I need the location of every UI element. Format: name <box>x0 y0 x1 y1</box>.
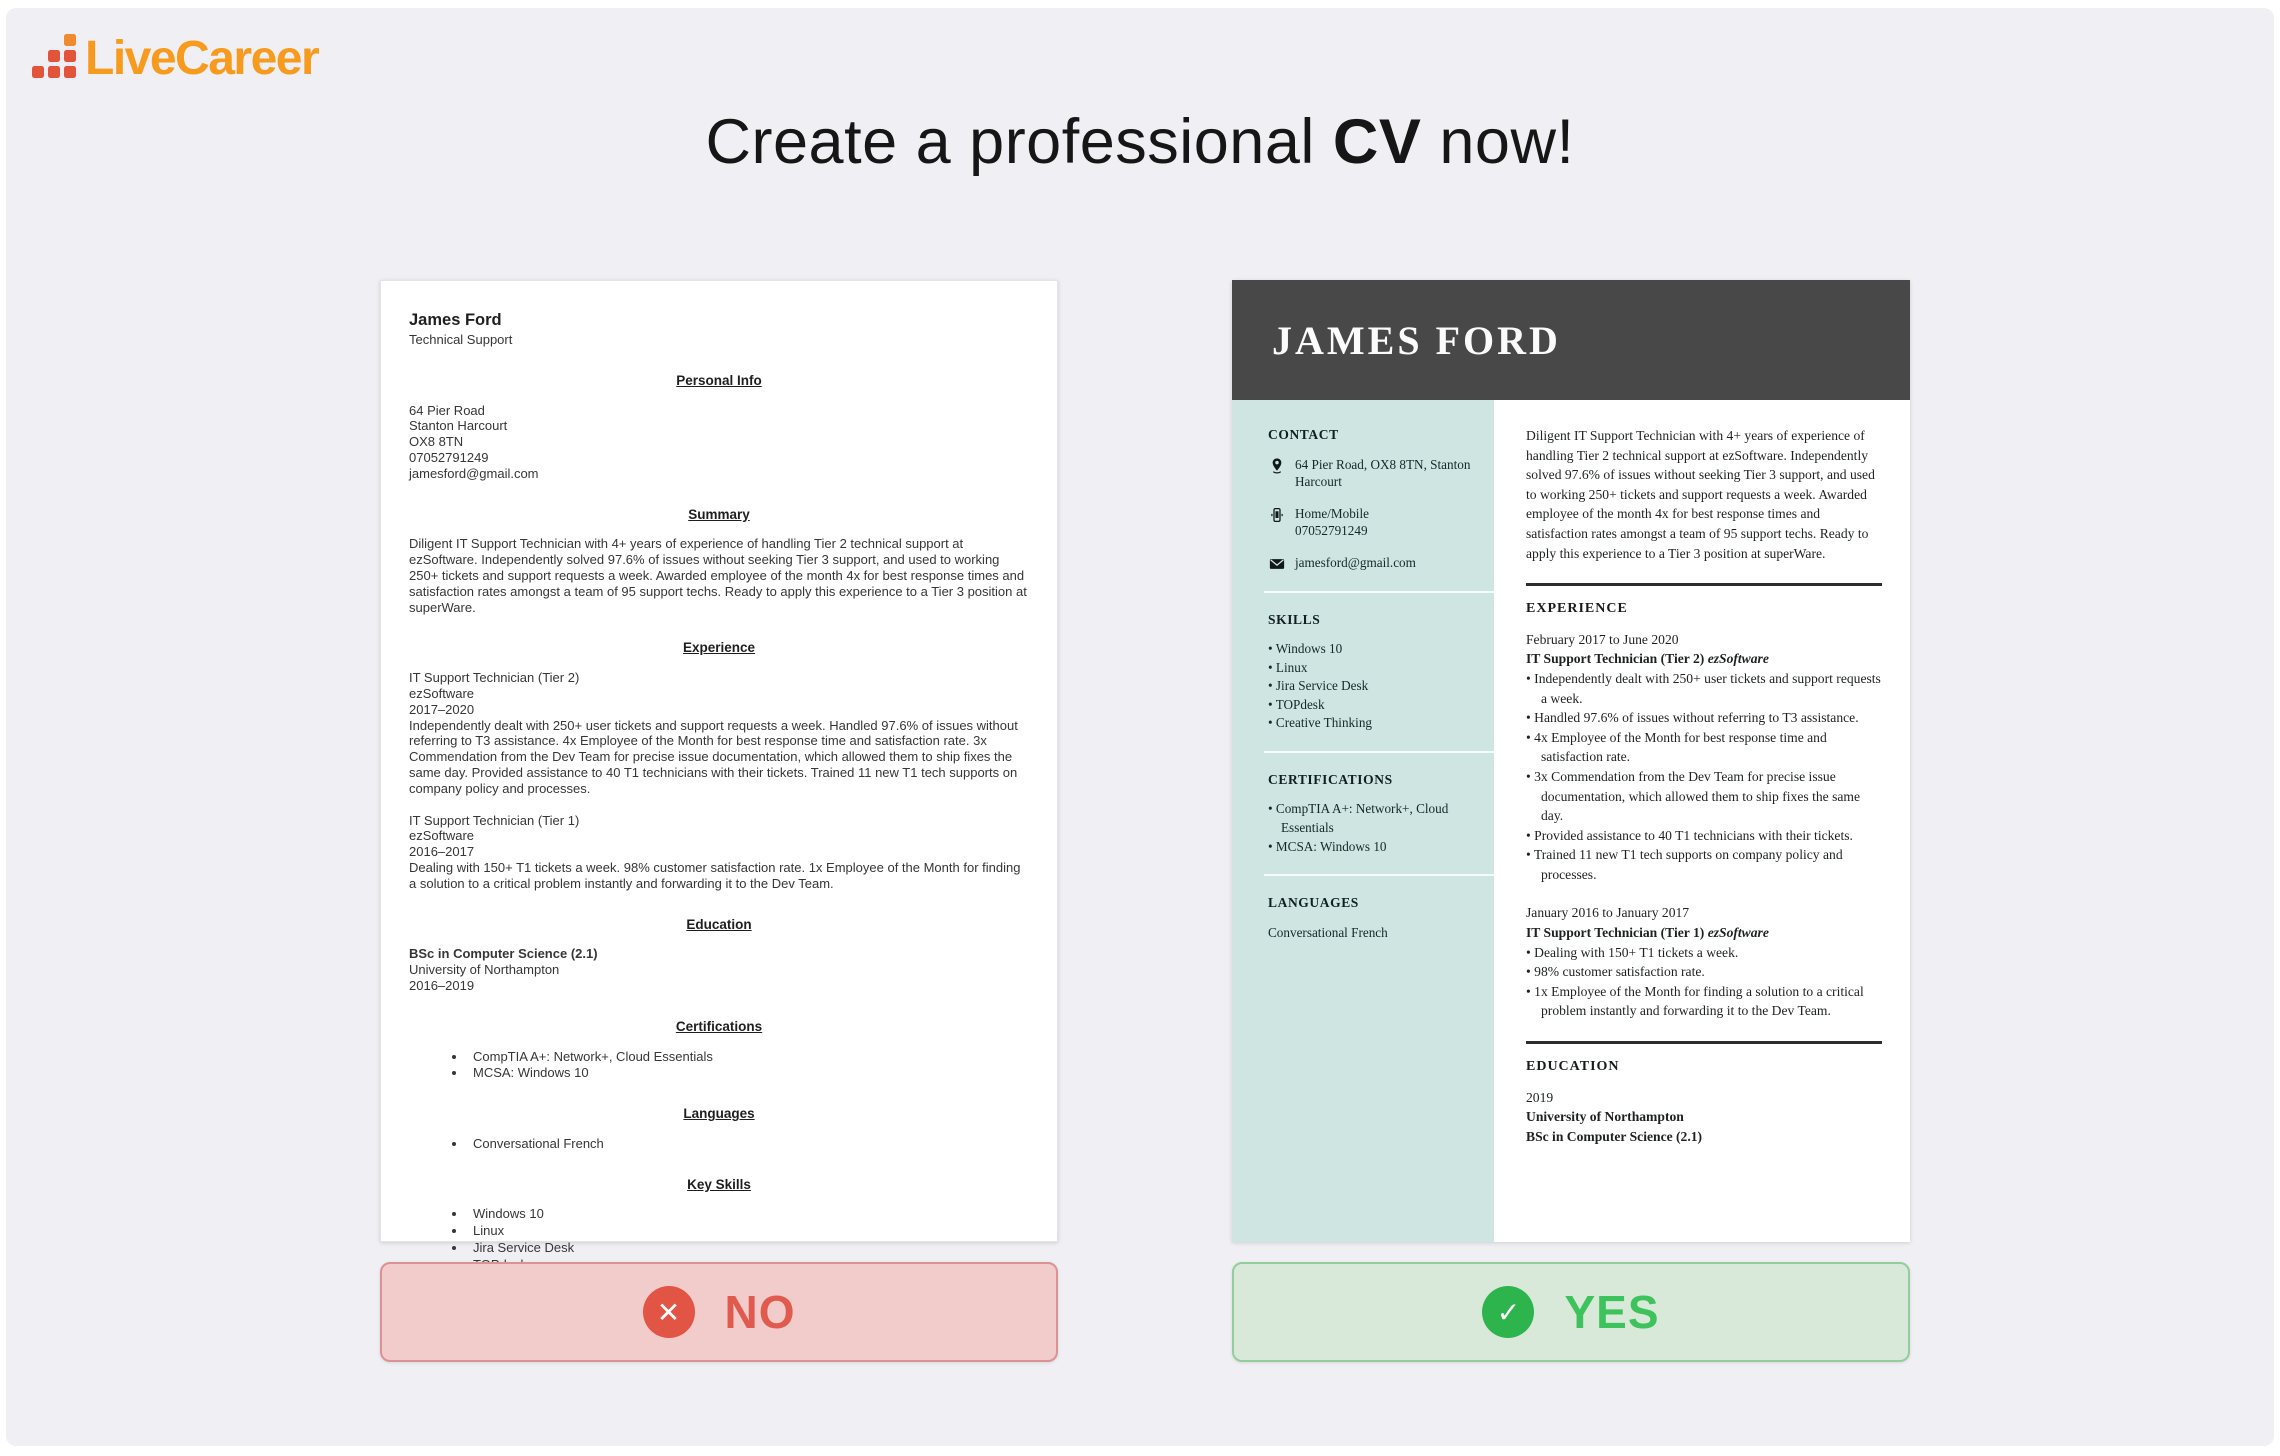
contact-address-row <box>1268 456 1474 491</box>
experience-entry <box>409 670 1029 796</box>
sidebar-heading-skills: SKILLS <box>1268 611 1321 627</box>
job-company: ezSoftware <box>1707 651 1769 667</box>
languages-list <box>409 1136 1029 1152</box>
logo-bar-square <box>64 34 76 46</box>
job-description: Dealing with 150+ T1 tickets a week. 98% customer satisfaction rate. 1x Employee of the Month for finding a solution to a critical problem instantly and forwarding it to the Dev Team. <box>409 859 1021 891</box>
cv-header-band <box>1232 280 1910 400</box>
certifications-list <box>1268 800 1474 856</box>
contact-email: jamesford@gmail.com <box>1295 554 1416 570</box>
section-rule <box>1526 1041 1882 1044</box>
personal-info-line: jamesford@gmail.com <box>409 465 539 481</box>
cv-name: James Ford <box>409 311 502 329</box>
job-title-line <box>1526 649 1882 669</box>
education-year: 2019 <box>1526 1089 1554 1105</box>
job-company: ezSoftware <box>409 828 475 844</box>
section-heading-summary: Summary <box>688 506 750 522</box>
section-rule <box>1526 583 1882 586</box>
section-heading-experience: Experience <box>682 640 756 656</box>
section-heading-key-skills: Key Skills <box>687 1176 751 1192</box>
section-heading-certifications: Certifications <box>675 1018 763 1034</box>
headline-highlight: CV <box>1332 107 1422 177</box>
job-dates: 2017–2020 <box>409 701 475 717</box>
section-heading-languages: Languages <box>683 1106 755 1122</box>
job-dates: 2016–2017 <box>409 844 475 860</box>
education-degree: BSc in Computer Science (2.1) <box>409 946 598 962</box>
list-item: • Conversational French <box>467 1136 1029 1152</box>
personal-info-line: OX8 8TN <box>409 434 464 450</box>
experience-entry <box>409 813 1029 892</box>
location-pin-icon <box>1268 456 1295 491</box>
list-item: • 1x Employee of the Month for finding a solution to a critical problem instantly and forwarding it to the Dev Team. <box>1526 982 1882 1021</box>
personal-info-line: 64 Pier Road <box>409 402 485 418</box>
list-item: • MCSA: Windows 10 <box>467 1065 1029 1081</box>
mobile-phone-icon <box>1268 505 1295 540</box>
sidebar-divider <box>1264 591 1494 593</box>
yes-button[interactable] <box>1232 1262 1910 1362</box>
headline-pre: Create a professional <box>705 107 1333 177</box>
headline-post: now! <box>1421 107 1575 177</box>
contact-phone <box>1295 505 1369 540</box>
list-item: • Independently dealt with 250+ user tickets and support requests a week. <box>1526 669 1882 708</box>
main-heading-experience: EXPERIENCE <box>1526 601 1628 617</box>
logo-bars-icon <box>32 34 76 80</box>
summary-paragraph: Diligent IT Support Technician with 4+ years of experience of handling Tier 2 technical support at ezSoftware. Independently solved 97.6% of issues without seeking Tier 3 support, and used to working 250+ tickets and support requests a week. Awarded employee of the month 4x for best response times and satisfaction rates amongst a team of 95 support techs. Ready to apply this experience to a Tier 3 position at superWare. <box>1526 428 1875 561</box>
experience-entry <box>1526 630 1882 885</box>
page-background <box>6 8 2274 1446</box>
sidebar-heading-certifications: CERTIFICATIONS <box>1268 771 1393 787</box>
list-item: • Dealing with 150+ T1 tickets a week. <box>1526 943 1882 963</box>
job-bullets <box>1526 943 1882 1021</box>
list-item: • Linux <box>467 1223 1029 1239</box>
contact-phone-row <box>1268 505 1474 540</box>
list-item: • 98% customer satisfaction rate. <box>1526 962 1882 982</box>
email-envelope-icon <box>1268 554 1295 573</box>
job-bullets <box>1526 669 1882 885</box>
list-item: • Creative Thinking <box>1268 714 1474 733</box>
sidebar-heading-languages: LANGUAGES <box>1268 895 1359 911</box>
logo-bar-square <box>64 66 76 78</box>
list-item: • 4x Employee of the Month for best response time and satisfaction rate. <box>1526 728 1882 767</box>
job-dates: January 2016 to January 2017 <box>1526 905 1690 921</box>
sidebar-divider <box>1264 751 1494 753</box>
list-item: • Provided assistance to 40 T1 technicians with their tickets. <box>1526 826 1882 846</box>
plain-cv-preview <box>380 280 1058 1256</box>
logo-bar-square <box>64 50 76 62</box>
list-item: • Linux <box>1268 659 1474 678</box>
list-item: • TOPdesk <box>1268 696 1474 715</box>
sidebar-divider <box>1264 874 1494 876</box>
list-item: • 3x Commendation from the Dev Team for precise issue documentation, which allowed them to ship fixes the same day. <box>1526 767 1882 826</box>
livecareer-logo <box>32 32 319 85</box>
styled-cv-preview <box>1232 280 1910 1242</box>
experience-entry <box>1526 903 1882 1021</box>
check-circle-icon: ✓ <box>1482 1286 1534 1338</box>
contact-address: 64 Pier Road, OX8 8TN, Stanton Harcourt <box>1295 456 1471 489</box>
sidebar-heading-contact: CONTACT <box>1268 427 1339 442</box>
job-title: IT Support Technician (Tier 2) <box>409 670 580 686</box>
no-button-label: NO <box>724 1286 796 1338</box>
education-degree: BSc in Computer Science (2.1) <box>1526 1128 1703 1144</box>
list-item: • Handled 97.6% of issues without referring to T3 assistance. <box>1526 708 1882 728</box>
logo-bar-square <box>32 66 44 78</box>
list-item: • Jira Service Desk <box>1268 677 1474 696</box>
list-item: • Trained 11 new T1 tech supports on company policy and processes. <box>1526 845 1882 884</box>
job-title: IT Support Technician (Tier 1) <box>409 812 580 828</box>
list-item: • Windows 10 <box>467 1206 1029 1222</box>
section-heading-personal-info: Personal Info <box>676 372 762 388</box>
list-item: • CompTIA A+: Network+, Cloud Essentials <box>467 1049 1029 1065</box>
personal-info-line: 07052791249 <box>409 449 489 465</box>
contact-email-row <box>1268 554 1474 573</box>
cv-name: JAMES FORD <box>1272 317 1561 363</box>
education-school: University of Northampton <box>409 962 560 978</box>
job-company: ezSoftware <box>409 685 475 701</box>
list-item: • CompTIA A+: Network+, Cloud Essentials <box>1268 800 1474 837</box>
job-title: IT Support Technician (Tier 1) <box>1526 925 1705 941</box>
job-dates: February 2017 to June 2020 <box>1526 631 1679 647</box>
summary-paragraph: Diligent IT Support Technician with 4+ years of experience of handling Tier 2 technical support at ezSoftware. Independently solved 97.6% of issues without seeking Tier 3 support, and used to working 250+ tickets and support requests a week. Awarded employee of the month 4x for best response times and satisfaction rates amongst a team of 95 support techs. Ready to apply this experience to a Tier 3 position at superWare. <box>409 536 1027 615</box>
job-title-line <box>1526 923 1882 943</box>
certifications-list <box>409 1049 1029 1082</box>
phone-label: Home/Mobile <box>1295 505 1369 521</box>
skills-list <box>1268 640 1474 733</box>
logo-bar-square <box>48 66 60 78</box>
list-item: • MCSA: Windows 10 <box>1268 838 1474 857</box>
main-heading-education: EDUCATION <box>1526 1059 1620 1075</box>
languages-value: Conversational French <box>1268 924 1388 940</box>
logo-wordmark: LiveCareer <box>85 32 319 85</box>
list-item: • Windows 10 <box>1268 640 1474 659</box>
job-title: IT Support Technician (Tier 2) <box>1526 651 1705 667</box>
cv-sidebar <box>1232 400 1494 1242</box>
education-school: University of Northampton <box>1526 1109 1684 1125</box>
yes-button-label: YES <box>1564 1286 1660 1338</box>
phone-number: 07052791249 <box>1295 523 1368 538</box>
job-description: Independently dealt with 250+ user tickets and support requests a week. Handled 97.6% of issues without referring to T3 assistance. 4x Employee of the Month for best response time and satisfaction rate. 3x Commendation from the Dev Team for precise issue documentation, which allowed them to ship fixes the same day. Provided assistance to 40 T1 technicians with their tickets. Trained 11 new T1 tech supports on company policy and processes. <box>409 717 1018 796</box>
section-heading-education: Education <box>686 916 752 932</box>
cv-main-column <box>1494 400 1910 1242</box>
job-company: ezSoftware <box>1707 925 1769 941</box>
no-button[interactable] <box>380 1262 1058 1362</box>
page-title <box>6 106 2274 178</box>
personal-info-line: Stanton Harcourt <box>409 418 508 434</box>
cv-job-title: Technical Support <box>409 332 513 347</box>
x-circle-icon: ✕ <box>643 1286 695 1338</box>
list-item: • Jira Service Desk <box>467 1240 1029 1256</box>
logo-bar-square <box>48 50 60 62</box>
education-dates: 2016–2019 <box>409 977 475 993</box>
